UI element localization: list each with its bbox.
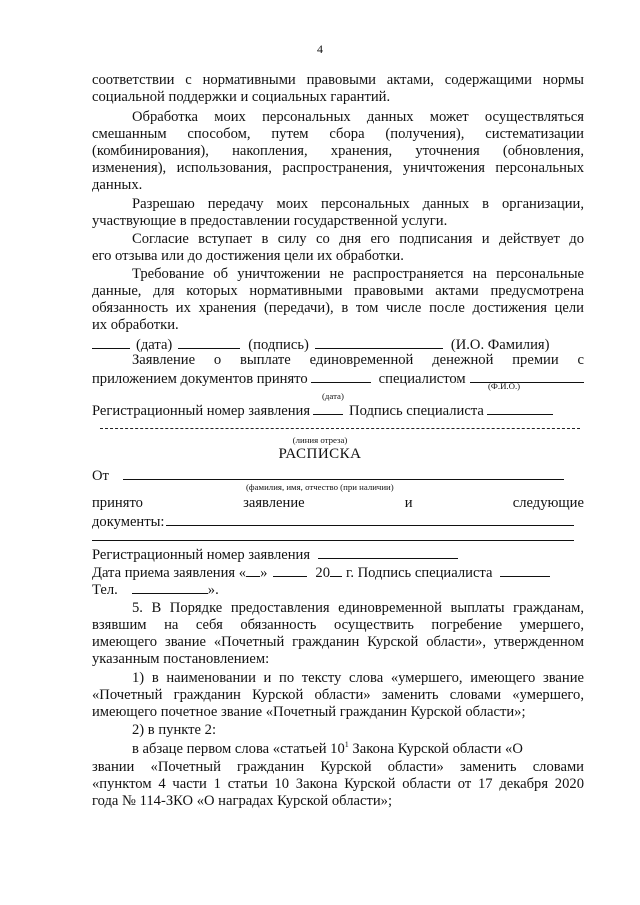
p5-line-2: взявшим на себя обязанность осуществить погребение умершего,	[92, 617, 584, 633]
consent-line-2: его отзыва или до достижения цели их обработки.	[92, 248, 404, 264]
receipt-fio-hint: (фамилия, имя, отчество (при наличии)	[246, 482, 394, 492]
transfer-line-2: участвующие в предоставлении государственной услуги.	[92, 213, 448, 229]
processing-line-1: Обработка моих персональных данных может осуществляться	[132, 109, 584, 125]
from-label: От	[92, 468, 109, 484]
p5-1-line-1: 1) в наименовании и по тексту слова «умершего, имеющего звание	[132, 670, 584, 686]
receipt-registration-blank	[318, 545, 458, 559]
from-blank	[123, 466, 564, 480]
receipt-registration-label: Регистрационный номер заявления	[92, 547, 311, 563]
tel-blank	[132, 580, 208, 594]
accepted-text: приложением документов принято	[92, 371, 308, 387]
processing-line-5: данных.	[92, 177, 143, 193]
p5-1-line-3: имеющего почетное звание «Почетный гражданин Курской области»;	[92, 704, 526, 720]
application-word: заявление	[243, 495, 305, 511]
transfer-line-1: Разрешаю передачу моих персональных данных в организации,	[132, 196, 584, 212]
receipt-title: РАСПИСКА	[278, 446, 362, 462]
and-word: и	[404, 495, 413, 511]
receipt-date-close: »	[260, 565, 268, 581]
documents-extra-line	[92, 540, 574, 541]
receipt-registration-row	[92, 545, 584, 564]
cut-line-label: (линия отреза)	[292, 435, 348, 445]
p5-2-line-2-end: Закона Курской области «О	[348, 741, 523, 757]
documents-blank	[166, 512, 574, 526]
tel-close: ».	[207, 582, 219, 598]
following-word: следующие	[512, 495, 584, 511]
year-blank	[330, 563, 342, 577]
registration-row	[92, 401, 584, 420]
registration-blank	[313, 401, 343, 415]
tel-label: Тел.	[92, 582, 118, 598]
receipt-accepted-row	[92, 495, 584, 512]
p5-2-line-5: года № 114-ЗКО «О наградах Курской области»;	[92, 793, 393, 809]
page-number: 4	[317, 42, 323, 56]
signature-blank	[178, 335, 240, 349]
intro-line-1: соответствии с нормативными правовыми актами, содержащими нормы	[92, 72, 584, 88]
acceptance-line-1: Заявление о выплате единовременной денежной премии с	[132, 352, 584, 368]
specialist-text: специалистом	[378, 371, 466, 387]
month-blank	[273, 563, 307, 577]
date-blank	[92, 335, 130, 349]
p5-2-line-2-start: в абзаце первом слова «статьей 10	[132, 741, 345, 757]
p5-1-line-2: «Почетный гражданин Курской области» заменить словами «умершего,	[92, 687, 584, 703]
accepted-word: принято	[92, 495, 143, 511]
specialist-signature-blank	[487, 401, 553, 415]
intro-line-2: социальной поддержки и социальных гарантий.	[92, 89, 391, 105]
documents-row	[92, 512, 574, 531]
processing-line-3: (комбинирования), накопления, хранения, уточнения (обновления,	[92, 143, 584, 159]
receipt-specialist-blank	[500, 563, 550, 577]
fio-hint: (Ф.И.О.)	[488, 381, 521, 391]
p5-2-line-2	[132, 741, 584, 758]
p5-line-4: указанным постановлением:	[92, 651, 270, 667]
processing-line-2: смешанным способом, путем сбора (получения), систематизации	[92, 126, 584, 142]
processing-line-4: изменения), использования, распространения, уничтожения персональных	[92, 160, 584, 176]
footnote-superscript: 1	[344, 740, 349, 750]
specialist-blank	[470, 369, 584, 383]
receipt-tel-row	[92, 580, 584, 599]
name-label: (И.О. Фамилия)	[450, 337, 550, 353]
specialist-signature-label: Подпись специалиста	[349, 403, 484, 419]
year-prefix: 20	[315, 565, 330, 581]
cut-dashed-line	[100, 428, 580, 429]
signature-label: (подпись)	[248, 337, 309, 353]
p5-2-line-4: «пунктом 4 части 1 статьи 10 Закона Курской области от 17 декабря 2020	[92, 776, 584, 792]
date-hint: (дата)	[322, 391, 344, 401]
day-blank	[246, 563, 260, 577]
destroy-line-3: обязанность их хранения (передачи), в том числе после достижения цели	[92, 300, 584, 316]
acceptance-date-blank	[311, 369, 371, 383]
destroy-line-2: данные, для которых нормативными правовыми актами предусмотрена	[92, 283, 584, 299]
p5-line-3: имеющего звание «Почетный гражданин Курской области», утвержденном	[92, 634, 584, 650]
p5-2-line-1: 2) в пункте 2:	[132, 722, 217, 738]
p5-line-1: 5. В Порядке предоставления единовременной выплаты гражданам,	[132, 600, 584, 616]
destroy-line-4: их обработки.	[92, 317, 179, 333]
documents-label: документы:	[92, 514, 165, 530]
receipt-date-label: Дата приема заявления «	[92, 565, 247, 581]
p5-2-line-3: звании «Почетный гражданин Курской области» заменить словами	[92, 759, 584, 775]
consent-line-1: Согласие вступает в силу со дня его подписания и действует до	[132, 231, 584, 247]
name-blank	[315, 335, 443, 349]
destroy-line-1: Требование об уничтожении не распространяется на персональные	[132, 266, 584, 282]
date-label: (дата)	[136, 337, 173, 353]
receipt-specialist-label: г. Подпись специалиста	[345, 565, 493, 581]
registration-label: Регистрационный номер заявления	[92, 403, 311, 419]
